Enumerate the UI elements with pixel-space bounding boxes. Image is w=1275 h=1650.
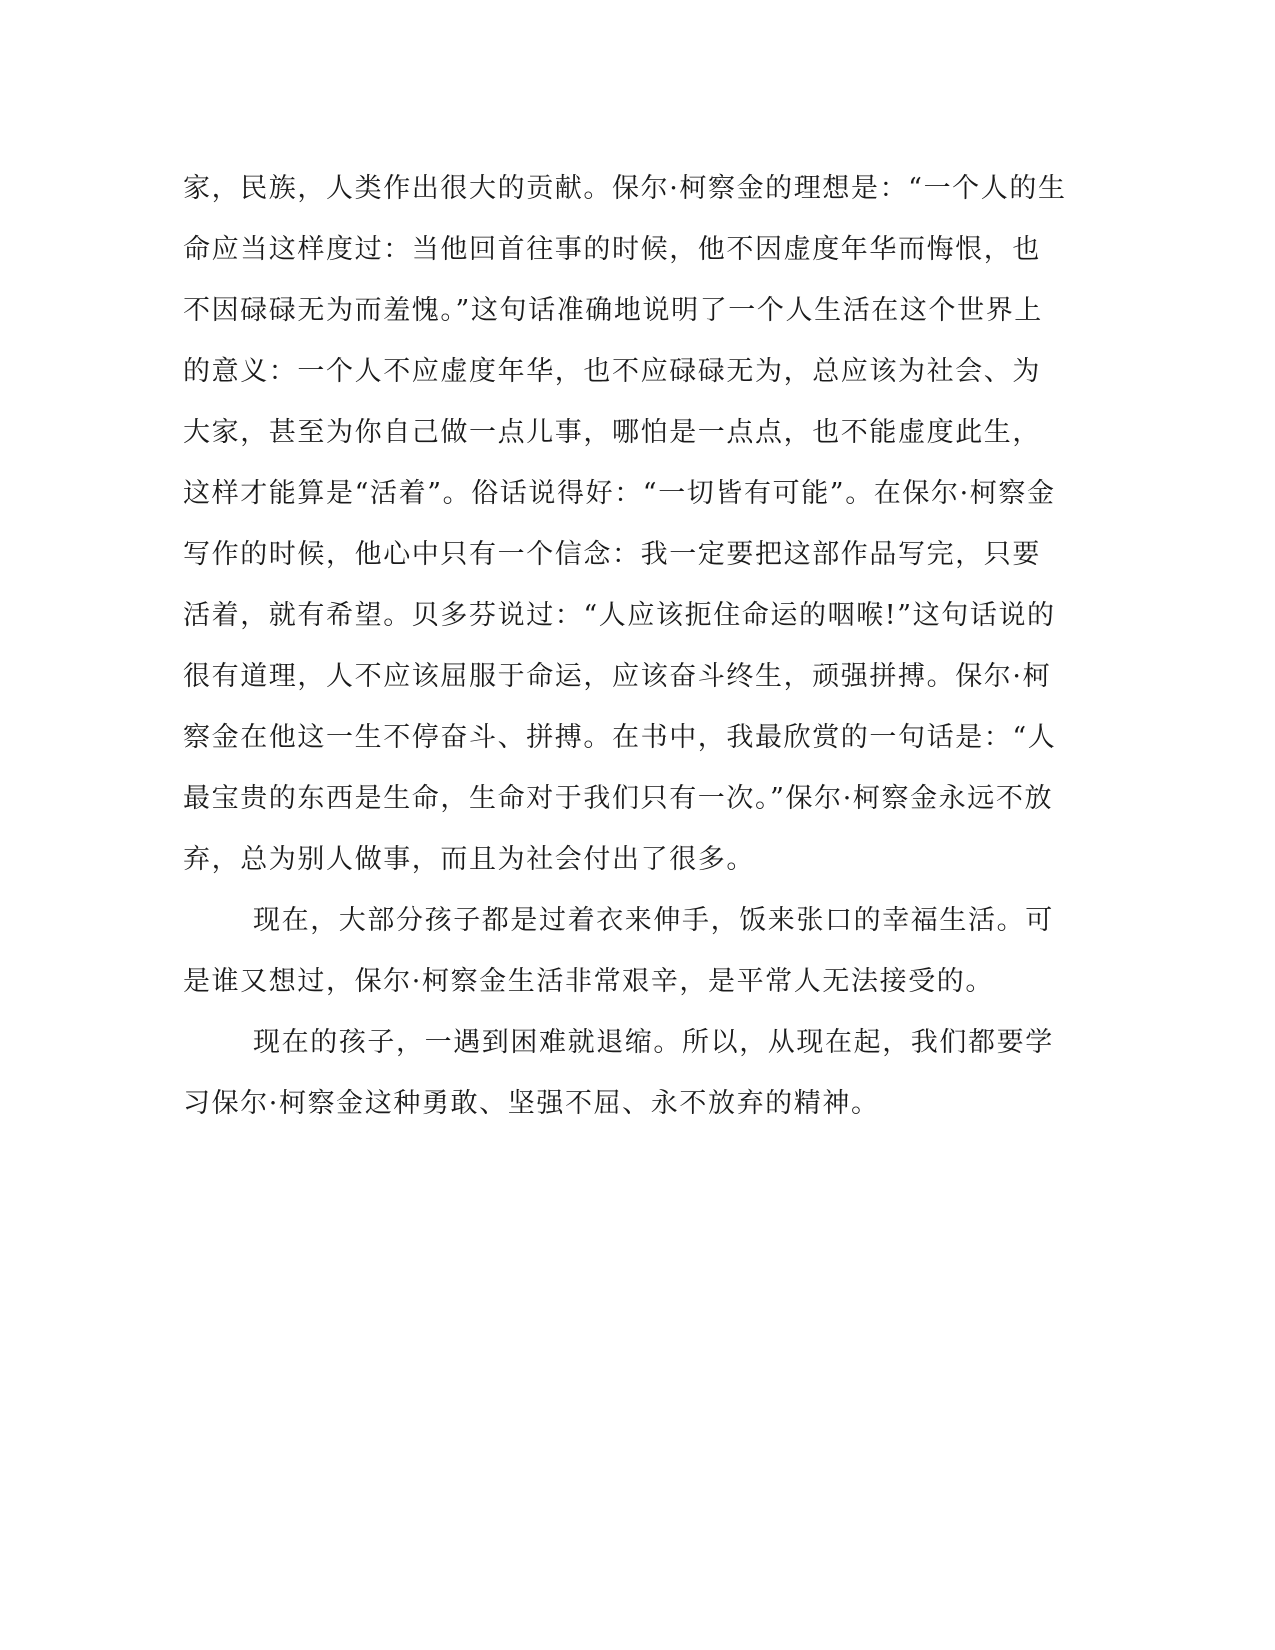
text-line: 察金在他这一生不停奋斗、拼搏。在书中，我最欣赏的一句话是：“人: [183, 722, 1057, 753]
text-line: 很有道理，人不应该屈服于命运，应该奋斗终生，顽强拼搏。保尔·柯: [183, 661, 1052, 692]
text-line: 不因碌碌无为而羞愧。”这句话准确地说明了一个人生活在这个世界上: [183, 295, 1043, 326]
text-line: 这样才能算是“活着”。俗话说得好：“一切皆有可能”。在保尔·柯察金: [183, 478, 1056, 509]
text-line: 弃，总为别人做事，而且为社会付出了很多。: [183, 844, 755, 875]
text-line: 命应当这样度过：当他回首往事的时候，他不因虚度年华而悔恨，也: [183, 234, 1041, 265]
text-line: 大家，甚至为你自己做一点儿事，哪怕是一点点，也不能虚度此生，: [183, 417, 1041, 448]
text-line: 活着，就有希望。贝多芬说过：“人应该扼住命运的咽喉!”这句话说的: [183, 600, 1056, 631]
text-line: 家，民族，人类作出很大的贡献。保尔·柯察金的理想是：“一个人的生: [183, 173, 1067, 204]
essay-body: [183, 158, 1067, 1134]
text-line: 习保尔·柯察金这种勇敢、坚强不屈、永不放弃的精神。: [183, 1088, 880, 1119]
text-line: 写作的时候，他心中只有一个信念：我一定要把这部作品写完，只要: [183, 539, 1041, 570]
text-line: 的意义：一个人不应虚度年华，也不应碌碌无为，总应该为社会、为: [183, 356, 1041, 387]
text-line: 是谁又想过，保尔·柯察金生活非常艰辛，是平常人无法接受的。: [183, 966, 994, 997]
text-line: 最宝贵的东西是生命，生命对于我们只有一次。”保尔·柯察金永远不放: [183, 783, 1054, 814]
paragraph-first-line: 现在，大部分孩子都是过着衣来伸手，饭来张口的幸福生活。可: [253, 905, 1054, 936]
paragraph-first-line: 现在的孩子，一遇到困难就退缩。所以，从现在起，我们都要学: [253, 1027, 1054, 1058]
